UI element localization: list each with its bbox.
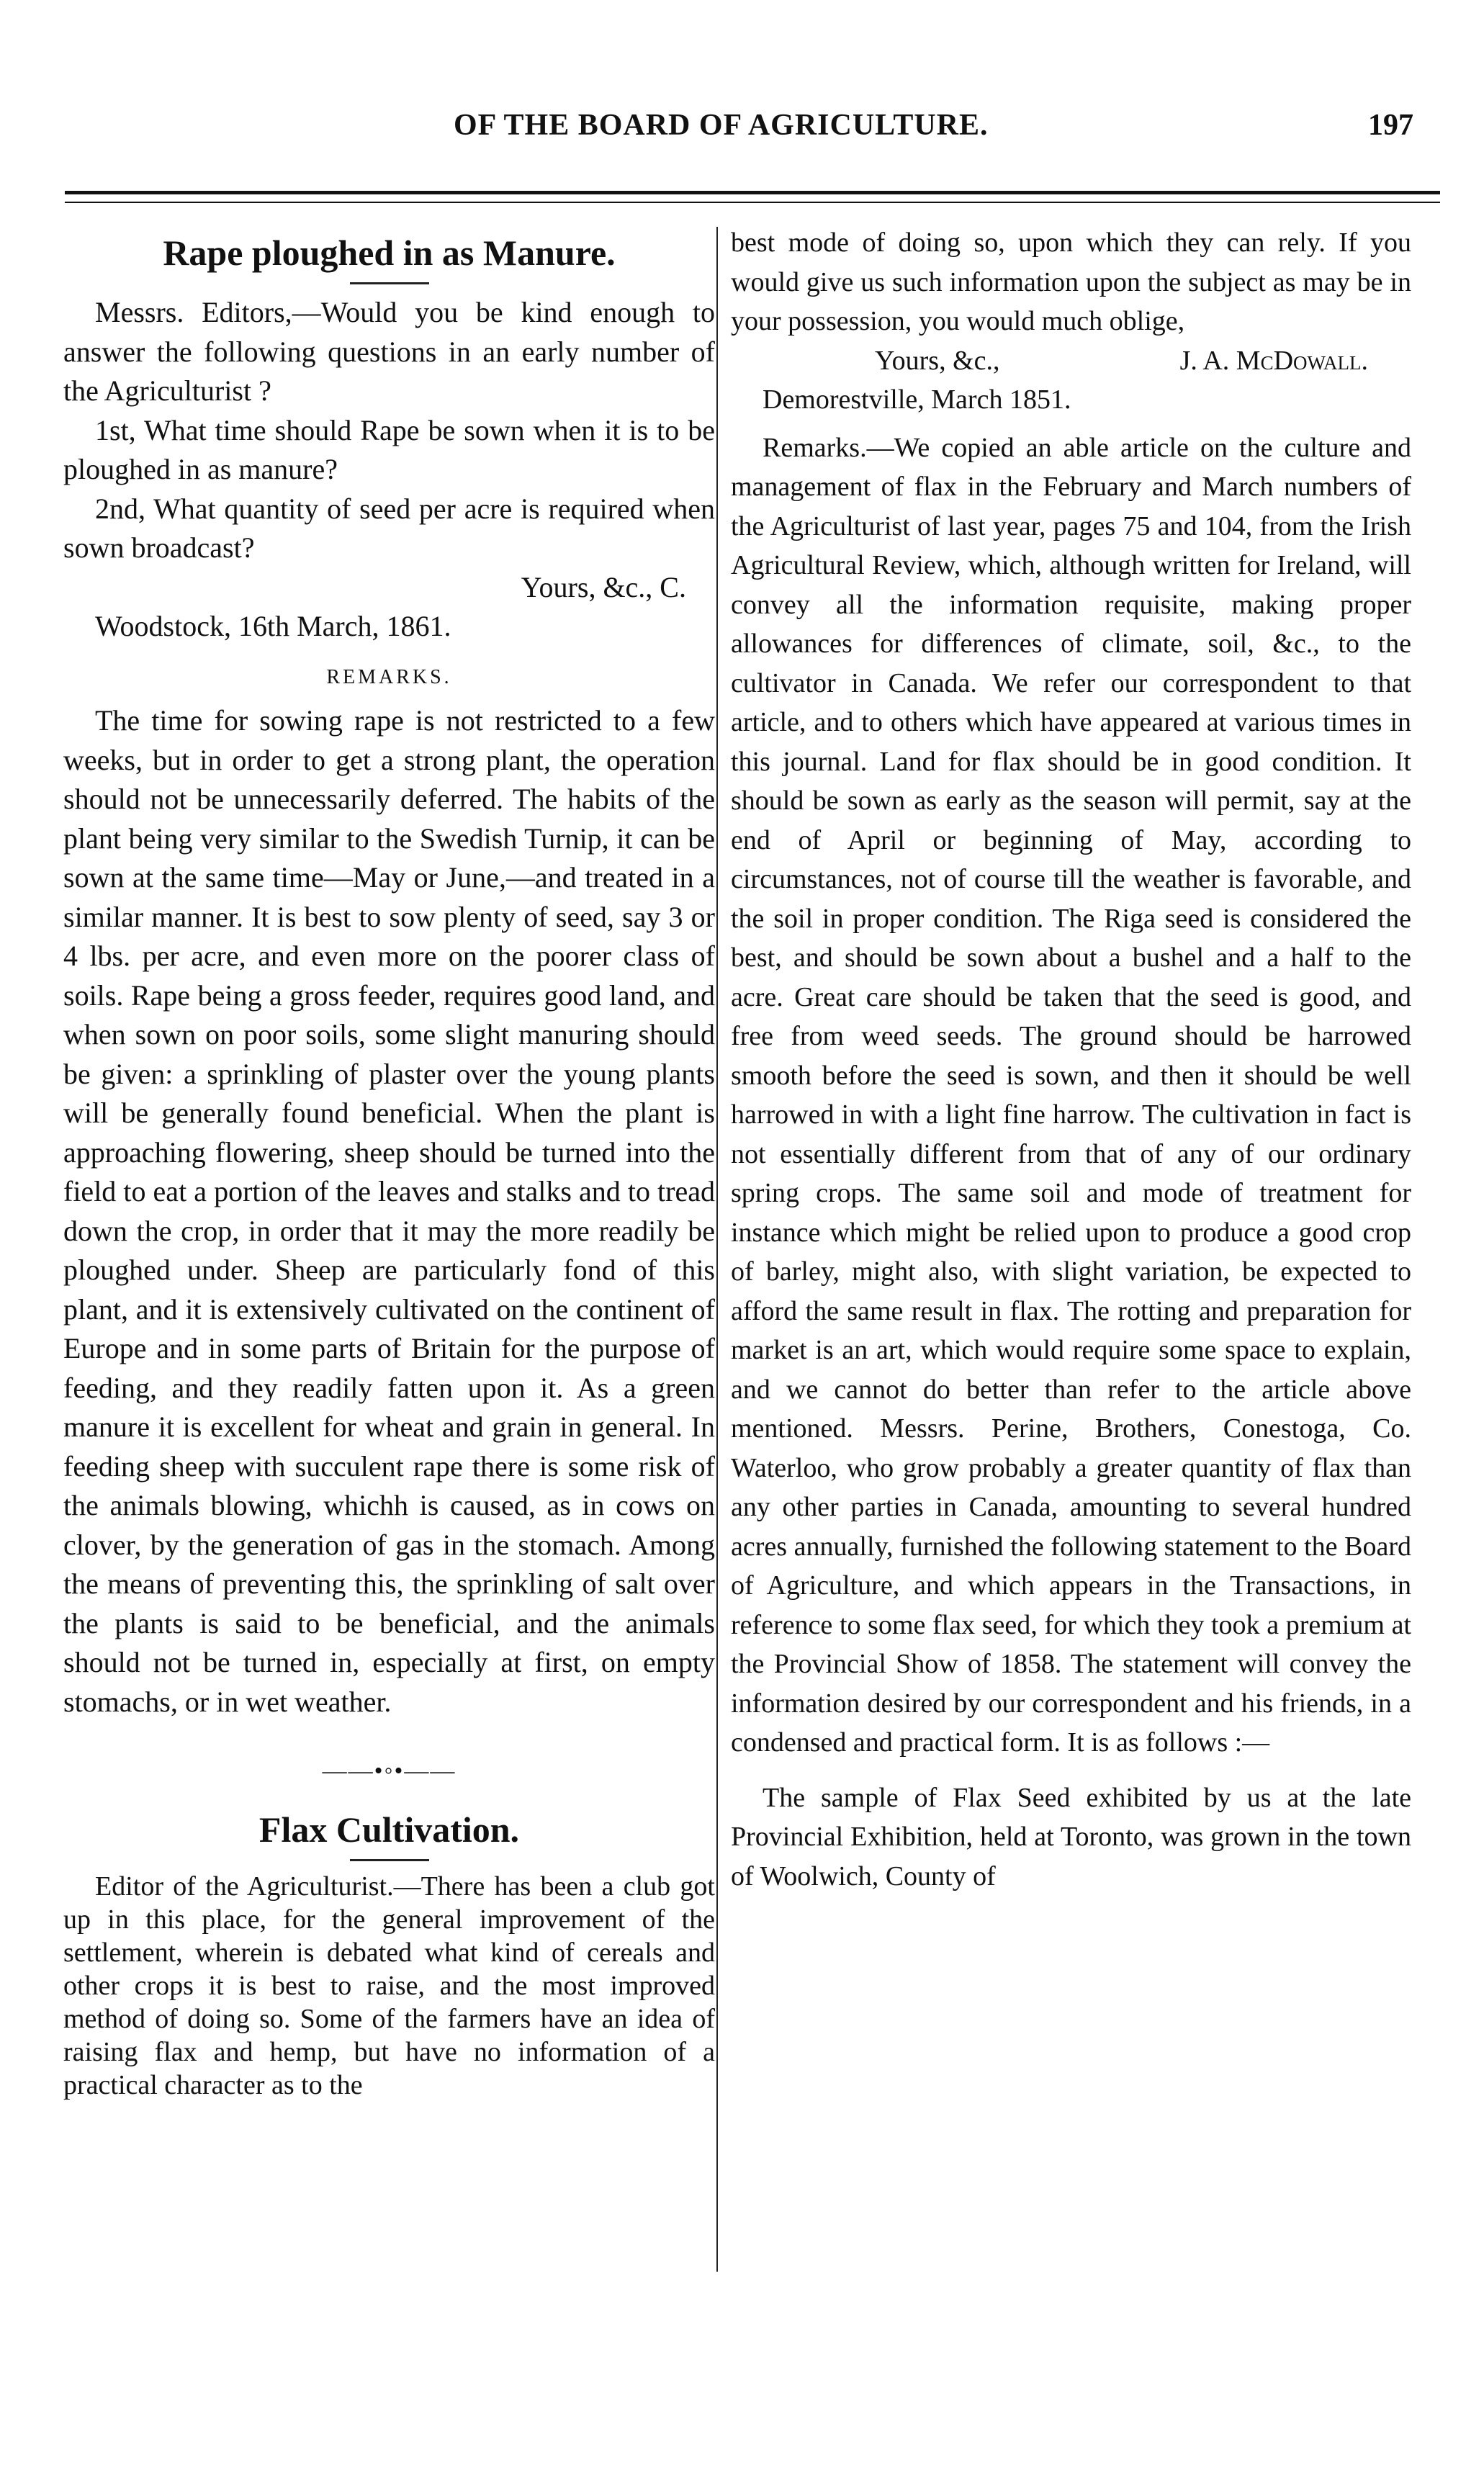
header-rule [65, 191, 1440, 203]
column-divider [716, 227, 718, 2272]
letter-flax-continued: best mode of doing so, upon which they can rely. If you would give us such information upon the subject as may be in your possession, you would much oblige, [731, 228, 1411, 336]
heading-rule-flax [350, 1859, 429, 1861]
left-column [63, 223, 715, 2102]
signature-c: Yours, &c., C. [521, 570, 686, 603]
question-2: 2nd, What quantity of seed per acre is required when sown broadcast? [63, 492, 715, 564]
signature-yours: Yours, &c., [875, 345, 1000, 376]
signature-row [731, 341, 1411, 381]
heading-rule [350, 282, 429, 284]
section-ornament: ——•◦•—— [322, 1758, 457, 1784]
signature-mcdowall: J. A. McDowall. [1179, 345, 1368, 376]
page-number: 197 [1368, 109, 1413, 142]
remarks-rape: The time for sowing rape is not restricted to a few weeks, but in order to get a strong plant, the operation should not be unnecessarily deferred. The habits of the plant being very similar to the Swedish Turnip, it can be sown at the same time—May or June,—and treated in a similar manner. It is best to sow plenty of seed, say 3 or 4 lbs. per acre, and even more on the poorer class of soils. Rape being a gross feeder, requires good land, and when sown on poor soils, some slight manuring should be given: a sprinkling of plaster over the young plants will be generally found beneficial. When the plant is approaching flowering, sheep should be turned into the field to eat a portion of the leaves and stalks and to tread down the crop, in order that it may the more readily be ploughed under. Sheep are particularly fond of this plant, and it is extensively cultivated on the continent of Europe and in some parts of Britain for the purpose of feeding, and they readily fatten upon it. As a green manure it is excellent for wheat and grain in general. In feeding sheep with succulent rape there is some risk of the animals blowing, whichh is caused, as in cows on clover, by the generation of gas in the stomach. Among the means of preventing this, the sprinkling of salt over the plants is said to be beneficial, and the animals should not be turned in, especially at first, on empty stomachs, or in wet weather. [63, 704, 715, 1718]
remarks-flax: Remarks.—We copied an able article on the culture and management of flax in the February and March numbers of the Agriculturist of last year, pages 75 and 104, from the Irish Agricultural Review, which, although written for Ireland, will convey all the information requisite, making proper allowances for differences of climate, soil, &c., to the cultivator in Canada. We refer our correspondent to that article, and to others which have appeared at various times in this journal. Land for flax should be in good condition. It should be sown as early as the season will permit, say at the end of April or beginning of May, according to circumstances, not of course till the weather is favorable, and the soil in proper condition. The Riga seed is considered the best, and should be sown about a bushel and a half to the acre. Great care should be taken that the seed is good, and free from weed seeds. The ground should be harrowed smooth before the seed is sown, and then it should be well harrowed in with a light fine harrow. The cultivation in fact is not essentially different from that of any of our ordinary spring crops. The same soil and mode of treatment for instance which might be relied upon to produce a good crop of barley, might also, with slight variation, be expected to afford the same result in flax. The rotting and preparation for market is an art, which would require some space to explain, and we cannot do better than refer to the article above mentioned. Messrs. Perine, Brothers, Conestoga, Co. Waterloo, who grow probably a greater quantity of flax than any other parties in Canada, amounting to several hundred acres annually, furnished the following statement to the Board of Agriculture, and which appears in the Transactions, in reference to some flax seed, for which they took a premium at the Provincial Show of 1858. The statement will convey the information desired by our correspondent and his friends, in a condensed and practical form. It is as follows :— [731, 432, 1411, 1758]
remarks-title: REMARKS. [326, 665, 452, 688]
letter-rape: Messrs. Editors,—Would you be kind enough to answer the following questions in an early number of the Agriculturist ? [63, 296, 715, 407]
right-column [731, 223, 1411, 1896]
dateline-demorestville: Demorestville, March 1851. [763, 384, 1071, 415]
running-title: OF THE BOARD OF AGRICULTURE. [454, 109, 989, 142]
dateline-woodstock: Woodstock, 16th March, 1861. [95, 610, 451, 642]
letter-flax: Editor of the Agriculturist.—There has been a club got up in this place, for the general improvement of the settlement, wherein is debated what kind of cereals and other crops it is best to raise, and the most improved method of doing so. Some of the farmers have an idea of raising flax and hemp, but have no information of a practical character as to the [63, 1871, 715, 2100]
article-heading-rape: Rape ploughed in as Manure. [163, 233, 616, 273]
running-head [0, 108, 1484, 166]
statement-flax-seed: The sample of Flax Seed exhibited by us at the late Provincial Exhibition, held at Toronto, was grown in the town of Woolwich, County of [731, 1782, 1411, 1891]
question-1: 1st, What time should Rape be sown when it is to be ploughed in as manure? [63, 413, 715, 485]
article-heading-flax: Flax Cultivation. [258, 1809, 520, 1850]
